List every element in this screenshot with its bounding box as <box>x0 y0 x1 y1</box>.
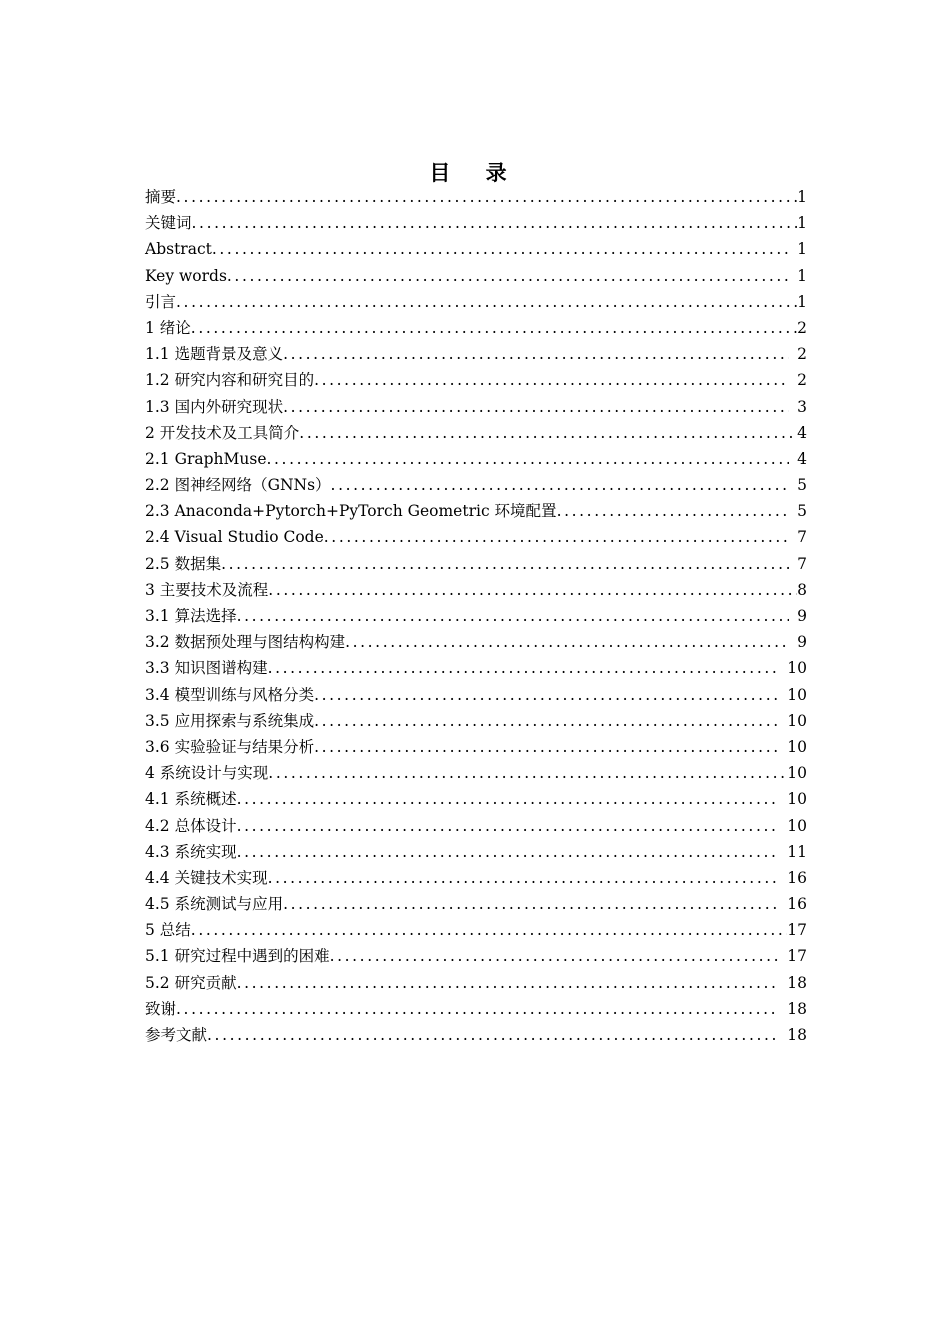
toc-entry-page: 4 <box>797 449 807 468</box>
toc-entry-label: 关键词 <box>145 214 192 233</box>
toc-entry-page: 1 <box>797 188 807 206</box>
toc-leader-dots <box>345 629 789 655</box>
toc-entry-page: 16 <box>787 895 807 914</box>
toc-entry-label: 摘要 <box>145 188 177 206</box>
toc-leader-dots <box>331 472 790 498</box>
toc-entry-page: 8 <box>797 580 807 599</box>
toc-entry-page: 1 <box>797 214 807 233</box>
toc-leader-dots <box>237 970 780 996</box>
toc-entry-page: 17 <box>787 947 807 966</box>
table-of-contents <box>145 184 807 1048</box>
toc-leader-dots <box>237 786 780 812</box>
toc-entry-page: 17 <box>787 921 807 940</box>
toc-leader-dots <box>283 891 779 917</box>
toc-entry-label: 4.4 关键技术实现 <box>145 868 268 887</box>
toc-entry[interactable] <box>145 236 807 262</box>
toc-entry[interactable] <box>145 865 807 891</box>
toc-entry-label: 参考文献 <box>145 1026 208 1044</box>
toc-entry[interactable] <box>145 891 807 917</box>
toc-leader-dots <box>176 996 779 1022</box>
toc-entry-page: 2 <box>797 318 807 337</box>
toc-leader-dots <box>221 551 789 577</box>
toc-entry-page: 10 <box>787 737 807 756</box>
toc-entry-label: 1 绪论 <box>145 318 191 337</box>
toc-entry-page: 16 <box>787 868 807 887</box>
toc-entry-label: Key words <box>145 266 227 285</box>
toc-entry-page: 1 <box>797 266 807 285</box>
toc-entry[interactable] <box>145 263 807 289</box>
toc-leader-dots <box>330 943 780 969</box>
toc-entry-label: 1.3 国内外研究现状 <box>145 397 284 416</box>
toc-entry-label: 2.4 Visual Studio Code <box>145 528 324 547</box>
toc-leader-dots <box>268 655 780 681</box>
toc-entry-page: 10 <box>787 685 807 704</box>
toc-entry-label: 4.2 总体设计 <box>145 816 237 835</box>
toc-leader-dots <box>314 734 779 760</box>
toc-entry-page: 7 <box>797 528 807 547</box>
toc-entry[interactable] <box>145 708 807 734</box>
toc-entry[interactable] <box>145 970 807 996</box>
toc-entry[interactable] <box>145 943 807 969</box>
toc-entry-page: 2 <box>797 371 807 390</box>
toc-entry-label: 1.1 选题背景及意义 <box>145 345 284 364</box>
toc-leader-dots <box>268 865 780 891</box>
toc-entry[interactable] <box>145 760 807 786</box>
toc-entry-label: 3.5 应用探索与系统集成 <box>145 711 315 730</box>
toc-entry[interactable] <box>145 839 807 865</box>
toc-entry-page: 5 <box>797 476 807 495</box>
toc-entry-page: 5 <box>797 502 807 521</box>
toc-entry-label: 4.3 系统实现 <box>145 842 237 861</box>
toc-entry-page: 18 <box>787 999 807 1018</box>
toc-leader-dots <box>237 813 780 839</box>
toc-leader-dots <box>314 367 789 393</box>
toc-entry-page: 10 <box>787 764 807 783</box>
toc-entry[interactable] <box>145 498 807 524</box>
toc-entry[interactable] <box>145 603 807 629</box>
toc-entry-label: 3.2 数据预处理与图结构构建 <box>145 633 346 652</box>
toc-entry[interactable] <box>145 524 807 550</box>
toc-leader-dots <box>283 394 789 420</box>
toc-leader-dots <box>314 682 779 708</box>
toc-entry-page: 10 <box>787 790 807 809</box>
toc-leader-dots <box>176 289 797 315</box>
toc-entry-page: 1 <box>797 240 807 259</box>
toc-entry-label: 2.1 GraphMuse <box>145 449 267 468</box>
toc-entry[interactable] <box>145 394 807 420</box>
toc-entry[interactable] <box>145 184 807 210</box>
toc-entry[interactable] <box>145 420 807 446</box>
toc-leader-dots <box>212 236 789 262</box>
toc-entry[interactable] <box>145 551 807 577</box>
toc-entry[interactable] <box>145 734 807 760</box>
toc-entry-page: 1 <box>797 292 807 311</box>
toc-leader-dots <box>324 524 789 550</box>
toc-entry[interactable] <box>145 472 807 498</box>
toc-entry-label: 致谢 <box>145 999 177 1018</box>
toc-entry-label: 4.5 系统测试与应用 <box>145 895 284 914</box>
toc-entry-label: 3.1 算法选择 <box>145 607 237 625</box>
toc-entry-page: 18 <box>787 973 807 992</box>
toc-entry-label: 引言 <box>145 292 177 311</box>
toc-entry-label: 2 开发技术及工具简介 <box>145 423 300 442</box>
toc-entry[interactable] <box>145 315 807 341</box>
toc-entry-page: 4 <box>797 423 807 442</box>
toc-entry[interactable] <box>145 367 807 393</box>
toc-entry[interactable] <box>145 813 807 839</box>
toc-leader-dots <box>299 420 797 446</box>
toc-leader-dots <box>314 708 779 734</box>
toc-entry-page: 2 <box>797 345 807 364</box>
toc-leader-dots <box>557 498 790 524</box>
toc-entry[interactable] <box>145 996 807 1022</box>
toc-entry[interactable] <box>145 1022 807 1048</box>
toc-entry-label: 2.3 Anaconda+Pytorch+PyTorch Geometric 环境配置 <box>145 502 557 521</box>
page-title: 目 录 <box>429 161 521 185</box>
toc-entry-label: 5.1 研究过程中遇到的困难 <box>145 947 330 966</box>
toc-entry-page: 18 <box>787 1026 807 1044</box>
toc-entry-label: Abstract <box>145 240 212 259</box>
toc-entry-page: 10 <box>787 711 807 730</box>
toc-leader-dots <box>207 1022 779 1048</box>
toc-entry[interactable] <box>145 655 807 681</box>
toc-entry-page: 9 <box>797 607 807 625</box>
toc-entry-page: 7 <box>797 554 807 573</box>
toc-entry-label: 2.2 图神经网络（GNNs） <box>145 476 331 495</box>
toc-leader-dots <box>267 446 790 472</box>
toc-leader-dots <box>192 210 798 236</box>
toc-entry[interactable] <box>145 786 807 812</box>
toc-entry-label: 2.5 数据集 <box>145 554 222 573</box>
toc-entry[interactable] <box>145 629 807 655</box>
toc-entry-page: 3 <box>797 397 807 416</box>
toc-entry-page: 11 <box>787 842 807 861</box>
toc-entry-label: 3.4 模型训练与风格分类 <box>145 685 315 704</box>
toc-leader-dots <box>176 184 797 210</box>
toc-leader-dots <box>191 917 787 943</box>
toc-leader-dots <box>237 839 780 865</box>
toc-entry-label: 3.3 知识图谱构建 <box>145 659 268 678</box>
toc-entry-label: 4.1 系统概述 <box>145 790 237 809</box>
toc-entry-page: 9 <box>797 633 807 652</box>
toc-leader-dots <box>227 263 789 289</box>
toc-entry-label: 3 主要技术及流程 <box>145 580 269 599</box>
toc-entry[interactable] <box>145 446 807 472</box>
toc-leader-dots <box>268 577 797 603</box>
toc-entry-label: 1.2 研究内容和研究目的 <box>145 371 315 390</box>
toc-leader-dots <box>191 315 797 341</box>
toc-entry[interactable] <box>145 210 807 236</box>
toc-leader-dots <box>237 603 790 629</box>
toc-entry[interactable] <box>145 682 807 708</box>
toc-entry-label: 4 系统设计与实现 <box>145 764 269 783</box>
toc-entry-label: 5 总结 <box>145 921 191 940</box>
toc-entry-page: 10 <box>787 659 807 678</box>
toc-entry[interactable] <box>145 917 807 943</box>
toc-entry[interactable] <box>145 289 807 315</box>
toc-leader-dots <box>283 341 789 367</box>
toc-entry-page: 10 <box>787 816 807 835</box>
toc-entry-label: 3.6 实验验证与结果分析 <box>145 737 315 756</box>
toc-entry[interactable] <box>145 577 807 603</box>
toc-entry-label: 5.2 研究贡献 <box>145 973 237 992</box>
toc-entry[interactable] <box>145 341 807 367</box>
toc-leader-dots <box>268 760 787 786</box>
